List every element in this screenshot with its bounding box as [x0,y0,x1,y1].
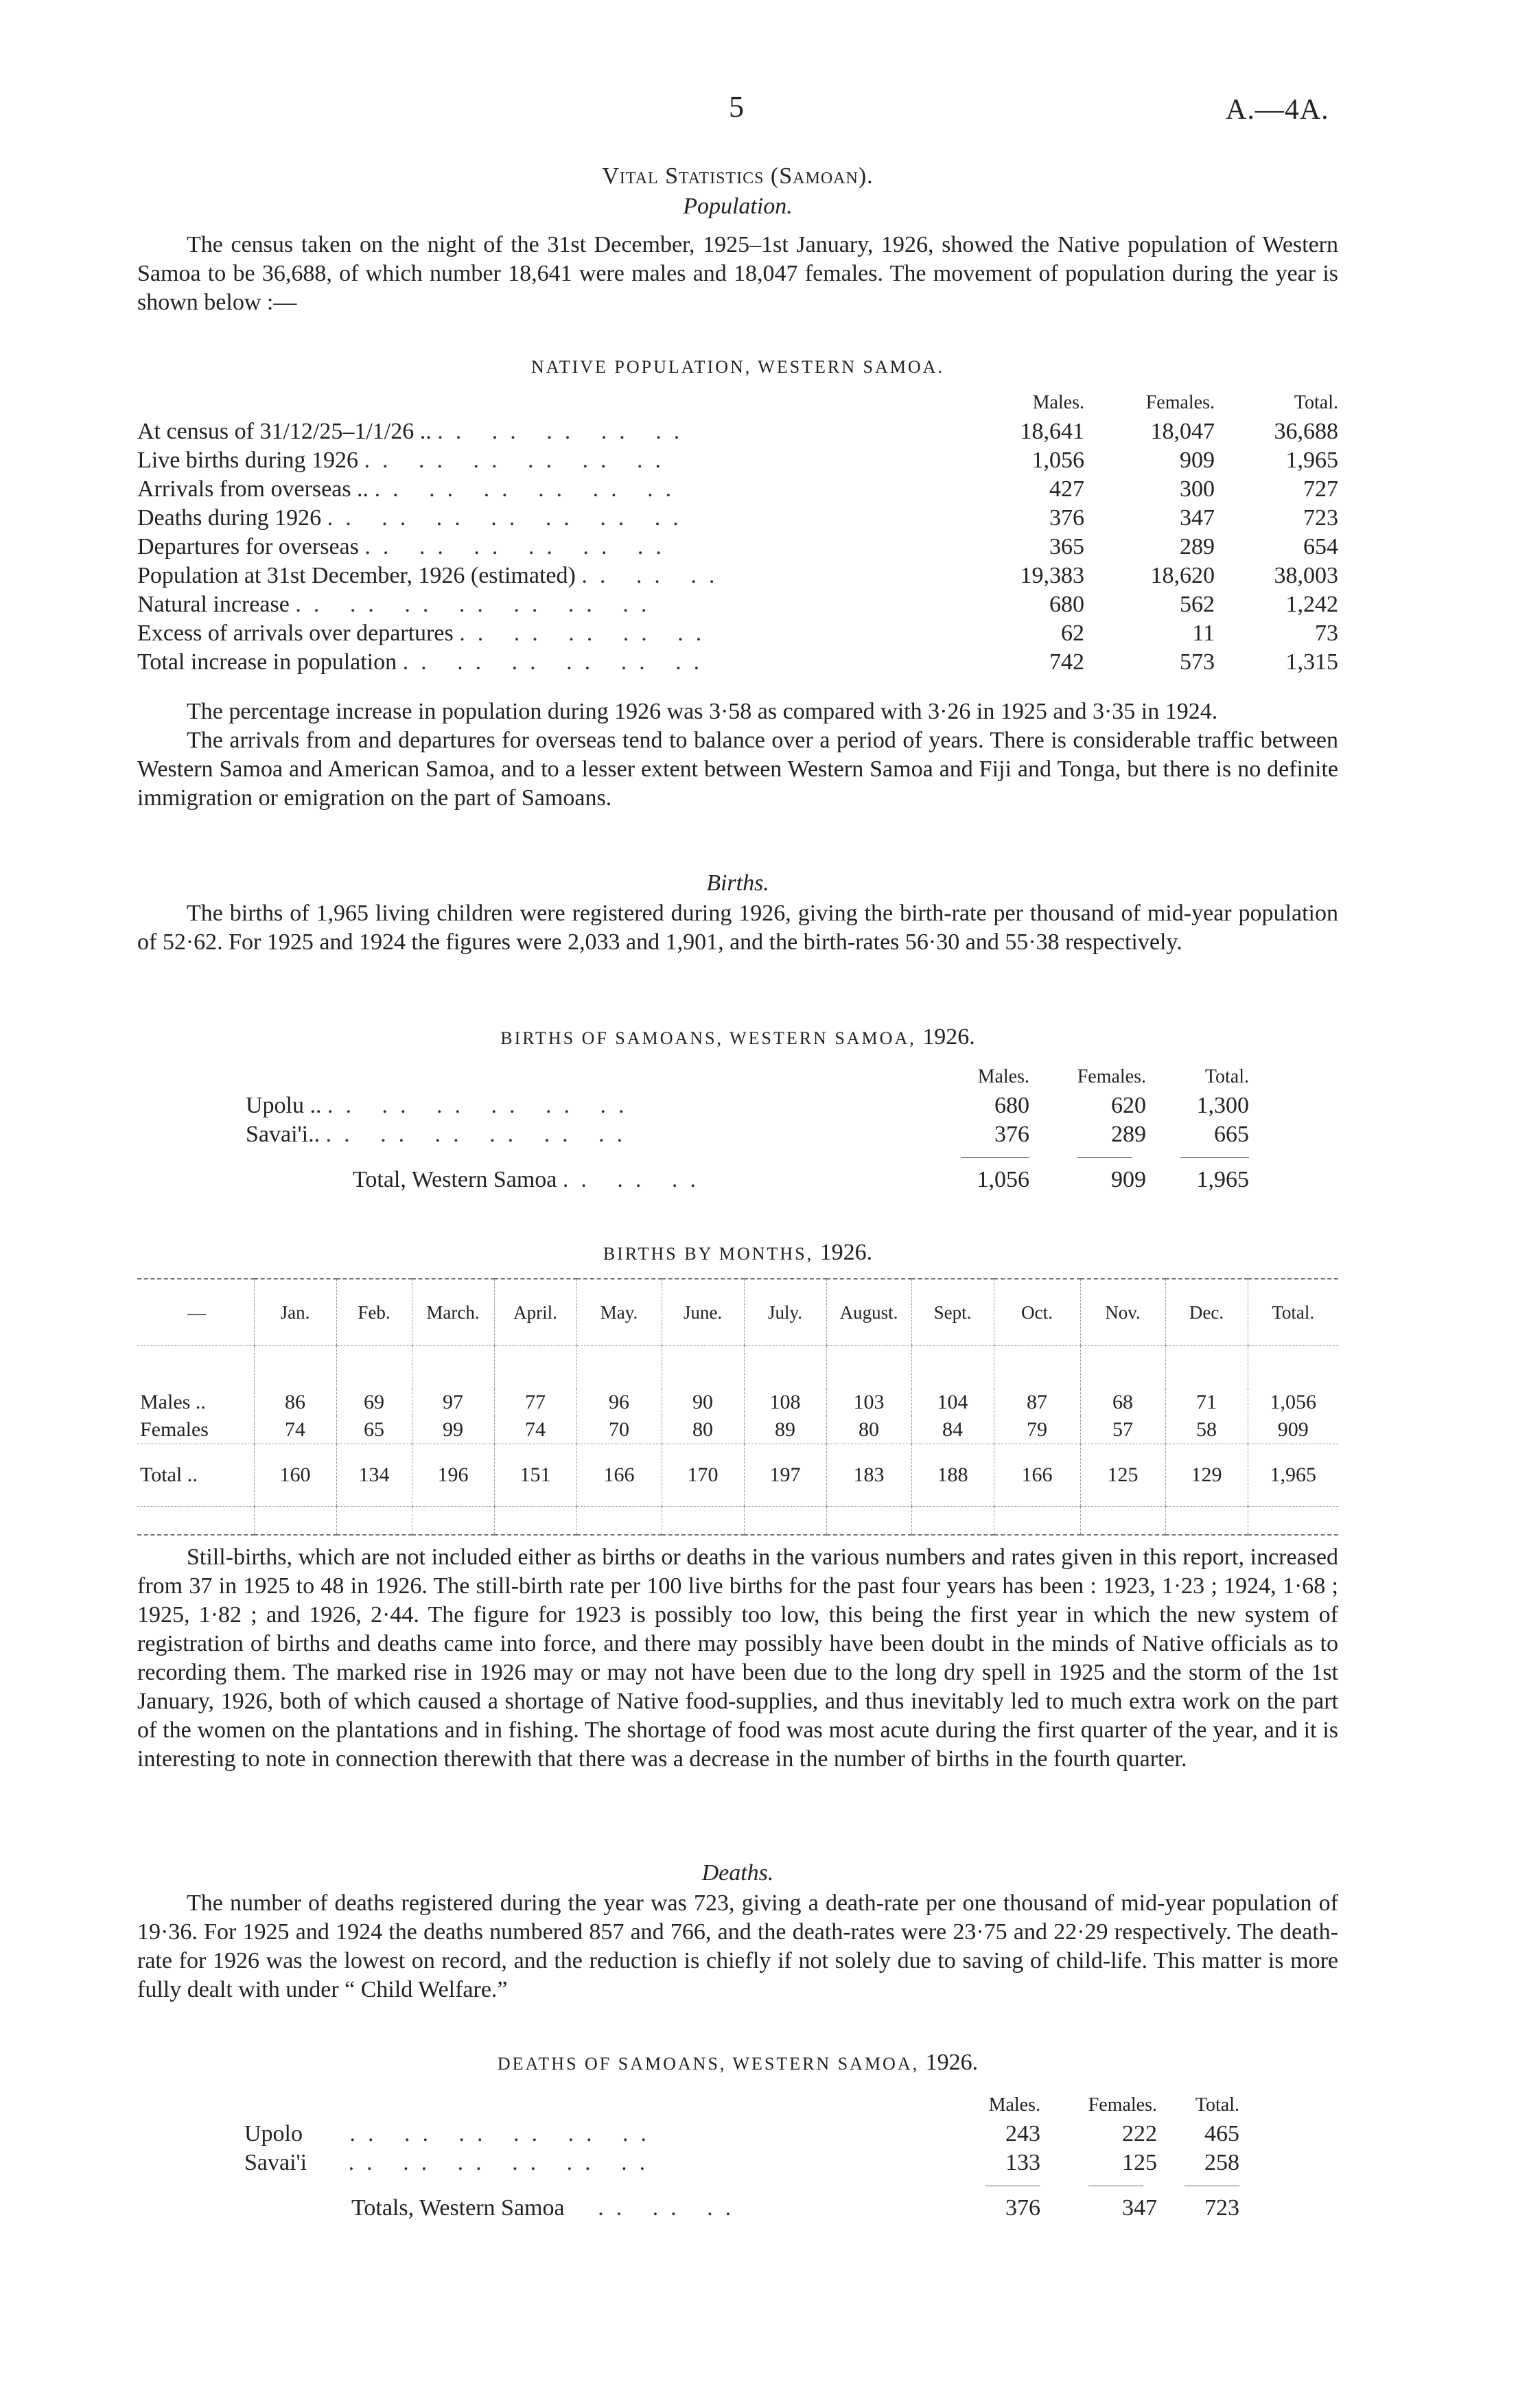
row-label: Deaths during 1926 [137,505,322,531]
paragraph-census: The census taken on the night of the 31st December, 1925–1st January, 1926, showed the Native population of Western Samoa to be 36,688, of which number 18,641 were males and 18,047 females. The movement of population during the year is shown below :— [137,232,1338,315]
paragraph-arrivals: The arrivals from and departures for overseas tend to balance over a period of years. There is considerable traffic between Western Samoa and American Samoa, and to a lesser extent between Western Samoa and Fiji and Tonga, but there is no definite immigration or emigration on the part of Samoans. [137,728,1338,811]
deaths-table-year: 1926. [925,2050,979,2075]
leader-dots: .. .. .. .. .. [459,621,714,646]
cell-males: 1,056 [1031,448,1084,473]
deaths-table-title-text: DEATHS OF SAMOANS, WESTERN SAMOA, [497,2054,920,2074]
table-row [246,1120,1249,1149]
paragraph-births: The births of 1,965 living children were registered during 1926, giving the birth-rate per thousand of mid-year population of 52·62. For 1925 and 1924 the figures were 2,033 and 1,901, and the birth-rates 56·30 and 55·38 respectively. [137,901,1338,955]
cell-total: 723 [1204,2195,1239,2221]
cell-total: 36,688 [1274,419,1338,444]
cell-total: 465 [1204,2121,1239,2146]
births-table-year: 1926. [922,1024,975,1050]
table-header-row [137,1279,1338,1346]
column-header: Females. [1077,1066,1146,1087]
leader-dots: .. .. .. .. .. .. [364,534,674,559]
cell-total: 1,242 [1285,592,1338,617]
months-table-year: 1926. [819,1240,873,1265]
row-label: Total increase in population [137,649,397,675]
cell-total: 727 [1303,476,1338,502]
row-label: Totals, Western Samoa [351,2195,565,2221]
table-cell: 166 [576,1444,662,1506]
cell-females: 347 [1122,2195,1157,2221]
cell-females: 222 [1122,2121,1157,2146]
row-label: Upolo [244,2121,303,2146]
table-cell: 58 [1165,1416,1248,1444]
cell-males: 62 [1061,621,1084,646]
spacer-row [137,1346,1338,1389]
row-label: Population at 31st December, 1926 (estimated) [137,563,576,588]
total-rule [1180,1157,1249,1158]
leader-dots: .. .. .. .. .. .. .. [295,592,660,617]
cell-males: 18,641 [1020,419,1084,444]
months-table-title-text: BIRTHS BY MONTHS, [603,1244,814,1264]
cell-males: 243 [1005,2121,1040,2146]
table-row [137,1389,1338,1416]
table-row [137,446,1338,475]
table-cell: 90 [662,1389,744,1416]
leader-dots: .. .. .. .. .. .. [349,2121,659,2146]
table-cell: 68 [1080,1389,1165,1416]
row-label: Males .. [140,1390,206,1413]
column-header: Total. [1294,392,1338,413]
table-cell: 99 [412,1416,494,1444]
table-cell: 1,965 [1248,1444,1338,1506]
paragraph-deaths: The number of deaths registered during the year was 723, giving a death-rate per one thousand of mid-year population of 19·36. For 1925 and 1924 the deaths numbered 857 and 766, and the death-rates were 23·75 and 22·29 respectively. The death-rate for 1926 was the lowest on record, and the reduction is chiefly if not solely due to saving of child-life. This matter is more fully dealt with under “ Child Welfare.” [137,1890,1338,2002]
cell-total: 1,300 [1196,1093,1249,1118]
months-table [137,1278,1338,1536]
cell-males: 427 [1049,476,1084,502]
table-header-row [246,1063,1249,1091]
column-header: July. [744,1279,826,1346]
column-header: Females. [1145,392,1215,413]
table-row [246,1091,1249,1120]
cell-females: 11 [1192,621,1215,646]
cell-males: 680 [994,1093,1029,1118]
table-cell: 96 [576,1389,662,1416]
column-header: June. [662,1279,744,1346]
table-total-row [137,1444,1338,1506]
row-label: Excess of arrivals over departures [137,621,454,646]
table-cell: 80 [826,1416,911,1444]
cell-total: 1,315 [1285,649,1338,675]
table-row [137,1416,1338,1444]
deaths-table-title [137,2050,1338,2076]
table-row [137,504,1338,533]
section-title: Vital Statistics (Samoan). [602,163,874,189]
births-heading: Births. [706,870,769,896]
table-cell: 77 [494,1389,576,1416]
table-cell: 125 [1080,1444,1165,1506]
column-header: August. [826,1279,911,1346]
column-header: Total. [1204,1066,1249,1087]
column-header: April. [494,1279,576,1346]
column-header: Jan. [254,1279,336,1346]
table-cell: 197 [744,1444,826,1506]
table-cell: 160 [254,1444,336,1506]
leader-dots: .. .. .. .. .. .. [374,476,684,502]
column-header: Females. [1088,2094,1157,2116]
cell-total: 1,965 [1196,1167,1249,1192]
leader-dots: .. .. .. .. .. .. [364,448,674,473]
column-header: Total. [1195,2094,1239,2116]
table-cell: 129 [1165,1444,1248,1506]
spacer-row [137,1506,1338,1535]
leader-dots: .. .. .. .. .. [437,419,692,444]
row-label: At census of 31/12/25–1/1/26 .. [137,419,432,444]
cell-males: 376 [1049,505,1084,531]
table-total-row [246,1166,1249,1194]
births-table [246,1063,1249,1194]
table-cell: 65 [336,1416,412,1444]
cell-males: 1,056 [977,1167,1029,1192]
column-header: Males. [1032,392,1084,413]
cell-total: 723 [1303,505,1338,531]
leader-dots: .. .. .. [581,563,727,588]
row-label: Upolu .. [246,1093,322,1118]
table-cell: 151 [494,1444,576,1506]
table-cell: 80 [662,1416,744,1444]
row-label: Live births during 1926 [137,448,359,473]
table-cell: 103 [826,1389,911,1416]
column-header: Sept. [911,1279,994,1346]
table-cell: 104 [911,1389,994,1416]
leader-dots: .. .. .. .. .. .. [348,2150,658,2175]
table-row [137,590,1338,619]
cell-females: 573 [1180,649,1215,675]
column-header: May. [576,1279,662,1346]
table-cell: 84 [911,1416,994,1444]
table-cell: 74 [494,1416,576,1444]
total-rule [1077,1157,1132,1158]
leader-dots: .. .. .. .. .. .. [325,1122,635,1147]
row-label: Savai'i [244,2150,307,2175]
cell-males: 680 [1049,592,1084,617]
cell-females: 909 [1180,448,1215,473]
table-cell: 57 [1080,1416,1165,1444]
table-cell: 196 [412,1444,494,1506]
cell-females: 18,620 [1150,563,1215,588]
row-label: Departures for overseas [137,534,359,559]
table-cell: 71 [1165,1389,1248,1416]
table-cell: 166 [994,1444,1080,1506]
table-row [244,2120,1239,2149]
cell-males: 376 [1005,2195,1040,2221]
native-population-title: NATIVE POPULATION, WESTERN SAMOA. [531,357,944,377]
row-label: Total, Western Samoa [353,1167,557,1192]
leader-dots: .. .. .. [598,2195,744,2221]
cell-males: 133 [1005,2150,1040,2175]
months-table-title [137,1240,1338,1266]
cell-females: 289 [1111,1122,1146,1147]
row-label: Total .. [137,1444,254,1506]
table-cell: 134 [336,1444,412,1506]
table-row [137,475,1338,504]
corner-cell: — [137,1279,254,1346]
table-cell: 97 [412,1389,494,1416]
cell-females: 909 [1111,1167,1146,1192]
cell-total: 258 [1204,2150,1239,2175]
table-cell: 69 [336,1389,412,1416]
table-cell: 108 [744,1389,826,1416]
table-header-row [244,2091,1239,2120]
table-cell: 89 [744,1416,826,1444]
cell-females: 289 [1180,534,1215,559]
births-table-title-text: BIRTHS OF SAMOANS, WESTERN SAMOA, [500,1028,916,1048]
column-header: Males. [977,1066,1029,1087]
column-header: March. [412,1279,494,1346]
cell-females: 620 [1111,1093,1146,1118]
table-cell: 909 [1248,1416,1338,1444]
column-header: Oct. [994,1279,1080,1346]
row-label: Arrivals from overseas .. [137,476,369,502]
row-label: Natural increase [137,592,290,617]
column-header: Feb. [336,1279,412,1346]
column-header: Dec. [1165,1279,1248,1346]
table-cell: 79 [994,1416,1080,1444]
cell-females: 347 [1180,505,1215,531]
cell-males: 19,383 [1020,563,1084,588]
leader-dots: .. .. .. .. .. .. [327,1093,637,1118]
column-header: Total. [1248,1279,1338,1346]
cell-total: 38,003 [1274,563,1338,588]
table-row [244,2149,1239,2177]
paragraph-percentage: The percentage increase in population during 1926 was 3·58 as compared with 3·26 in 1925 and 3·35 in 1924. [187,699,1218,724]
cell-females: 562 [1180,592,1215,617]
row-label: Females [140,1417,209,1441]
cell-females: 125 [1122,2150,1157,2175]
cell-males: 742 [1049,649,1084,675]
births-table-title [137,1024,1338,1050]
table-total-row [244,2194,1239,2223]
deaths-table [244,2091,1239,2223]
cell-females: 18,047 [1150,419,1215,444]
total-rule-row [246,1149,1249,1166]
total-rule [961,1157,1029,1158]
table-cell: 170 [662,1444,744,1506]
table-cell: 86 [254,1389,336,1416]
leader-dots: .. .. .. [562,1167,708,1192]
cell-total: 73 [1315,621,1338,646]
cell-females: 300 [1180,476,1215,502]
column-header: Males. [988,2094,1040,2116]
table-row [137,619,1338,648]
column-header: Nov. [1080,1279,1165,1346]
cell-total: 1,965 [1285,448,1338,473]
table-cell: 1,056 [1248,1389,1338,1416]
cell-total: 665 [1214,1122,1249,1147]
table-cell: 183 [826,1444,911,1506]
native-population-table [137,389,1338,677]
table-row [137,417,1338,446]
page-number: 5 [729,90,744,124]
paragraph-stillbirths: Still-births, which are not included either as births or deaths in the various numbers and rates given in this report, increased from 37 in 1925 to 48 in 1926. The still-birth rate per 100 live births for the past four years has been : 1923, 1·23 ; 1924, 1·68 ; 1925, 1·82 ; and 1926, 2·44. The figure for 1923 is possibly too low, this being the first year in which the new system of registration of births and deaths came into force, and there may possibly have been doubt in the minds of Native officials as to recording them. The marked rise in 1926 may or may not have been due to the long dry spell in 1925 and the storm of the 1st January, 1926, both of which caused a shortage of Native food-supplies, and thus inevitably led to much extra work on the part of the women on the plantations and in fishing. The shortage of food was most acute during the first quarter of the year, and it is interesting to note in connection therewith that there was a decrease in the number of births in the fourth quarter. [137,1544,1338,1772]
cell-males: 365 [1049,534,1084,559]
table-row [137,533,1338,562]
table-cell: 188 [911,1444,994,1506]
table-cell: 87 [994,1389,1080,1416]
document-reference: A.—4A. [1226,94,1329,126]
table-row [137,562,1338,590]
table-row [137,648,1338,677]
leader-dots: .. .. .. .. .. .. [402,649,712,675]
cell-males: 376 [994,1122,1029,1147]
table-cell: 74 [254,1416,336,1444]
table-header-row [137,389,1338,417]
cell-total: 654 [1303,534,1338,559]
total-rule-row [244,2177,1239,2194]
leader-dots: .. .. .. .. .. .. .. [327,505,691,531]
deaths-heading: Deaths. [701,1860,774,1886]
table-cell: 70 [576,1416,662,1444]
row-label: Savai'i.. [246,1122,320,1147]
section-subtitle: Population. [683,194,793,219]
